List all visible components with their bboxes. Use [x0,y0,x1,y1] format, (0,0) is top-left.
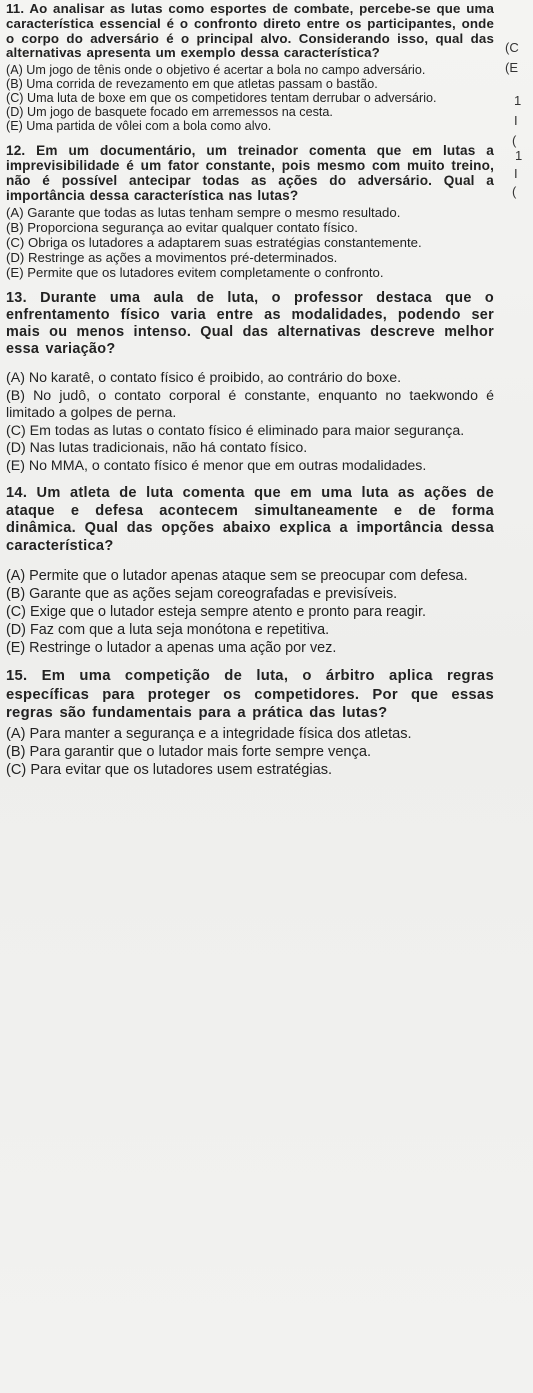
option-b: (B) Proporciona segurança ao evitar qualquer contato físico. [6,220,358,236]
question-stem: 14. Um atleta de luta comenta que em uma luta as ações de ataque e defesa acontecem simultaneamente e de forma dinâmica. Qual das opções abaixo explica a importância dessa característica? [6,485,494,554]
question-stem: 11. Ao analisar as lutas como esportes de combate, percebe-se que uma característica essencial é o confronto direto entre os participantes, onde o corpo do adversário é o principal alvo. Considerando isso, qual das alternativas apresenta um exemplo dessa característica? [6,1,494,61]
spacer [6,557,494,567]
question-12 [6,143,494,280]
option-d: (D) Nas lutas tradicionais, não há contato físico. [6,440,308,457]
margin-fragment: ( [512,184,517,199]
margin-fragment: 1 [514,93,522,108]
option-d: (D) Um jogo de basquete focado em arremessos na cesta. [6,105,333,120]
margin-fragment: I [514,166,518,181]
option-a: (A) Um jogo de tênis onde o objetivo é acertar a bola no campo adversário. [6,63,426,78]
option-c: (C) Para evitar que os lutadores usem estratégias. [6,761,333,778]
option-b: (B) No judô, o contato corporal é constante, enquanto no taekwondo é limitado a golpes de perna. [6,387,494,422]
question-stem: 12. Em um documentário, um treinador comenta que em lutas a imprevisibilidade é um fator constante, pois mesmo com muito treino, não é possível antecipar todas as ações do adversário. Qual a importância dessa característica nas lutas? [6,143,494,204]
margin-fragment: (E [505,60,518,75]
question-13 [6,290,494,475]
option-b: (B) Uma corrida de revezamento em que atletas passam o bastão. [6,77,378,92]
option-e: (E) Uma partida de vôlei com a bola como alvo. [6,119,272,134]
margin-fragment: I [514,113,518,128]
margin-fragment: 1 [515,148,523,163]
question-stem: 15. Em uma competição de luta, o árbitro aplica regras específicas para proteger os competidores. Por que essas regras são fundamentais para a prática das lutas? [6,668,494,722]
question-15 [6,667,494,779]
margin-fragment: (C [505,40,519,55]
option-a: (A) Para manter a segurança e a integridade física dos atletas. [6,725,412,742]
option-a: (A) No karatê, o contato físico é proibido, ao contrário do boxe. [6,370,402,387]
option-c: (C) Obriga os lutadores a adaptarem suas estratégias constantemente. [6,235,422,251]
option-b: (B) Garante que as ações sejam coreografadas e previsíveis. [6,586,398,603]
question-14 [6,485,494,657]
option-b: (B) Para garantir que o lutador mais forte sempre vença. [6,743,372,760]
spacer [6,360,494,370]
option-d: (D) Restringe as ações a movimentos pré-determinados. [6,250,338,266]
question-column [6,2,494,789]
option-c: (C) Uma luta de boxe em que os competidores tentam derrubar o adversário. [6,91,437,106]
option-c: (C) Em todas as lutas o contato físico é eliminado para maior segurança. [6,422,465,439]
option-d: (D) Faz com que a luta seja monótona e repetitiva. [6,622,330,639]
option-e: (E) No MMA, o contato físico é menor que em outras modalidades. [6,457,427,474]
question-11 [6,2,494,133]
option-a: (A) Garante que todas as lutas tenham sempre o mesmo resultado. [6,205,401,221]
option-e: (E) Permite que os lutadores evitem completamente o confronto. [6,265,384,281]
margin-fragment: ( [512,133,517,148]
question-stem: 13. Durante uma aula de luta, o professor destaca que o enfrentamento físico varia entre as modalidades, podendo ser mais ou menos intenso. Qual das alternativas descreve melhor essa variação? [6,290,494,358]
option-a: (A) Permite que o lutador apenas ataque sem se preocupar com defesa. [6,568,468,585]
option-c: (C) Exige que o lutador esteja sempre atento e pronto para reagir. [6,604,426,621]
option-e: (E) Restringe o lutador a apenas uma ação por vez. [6,640,337,657]
